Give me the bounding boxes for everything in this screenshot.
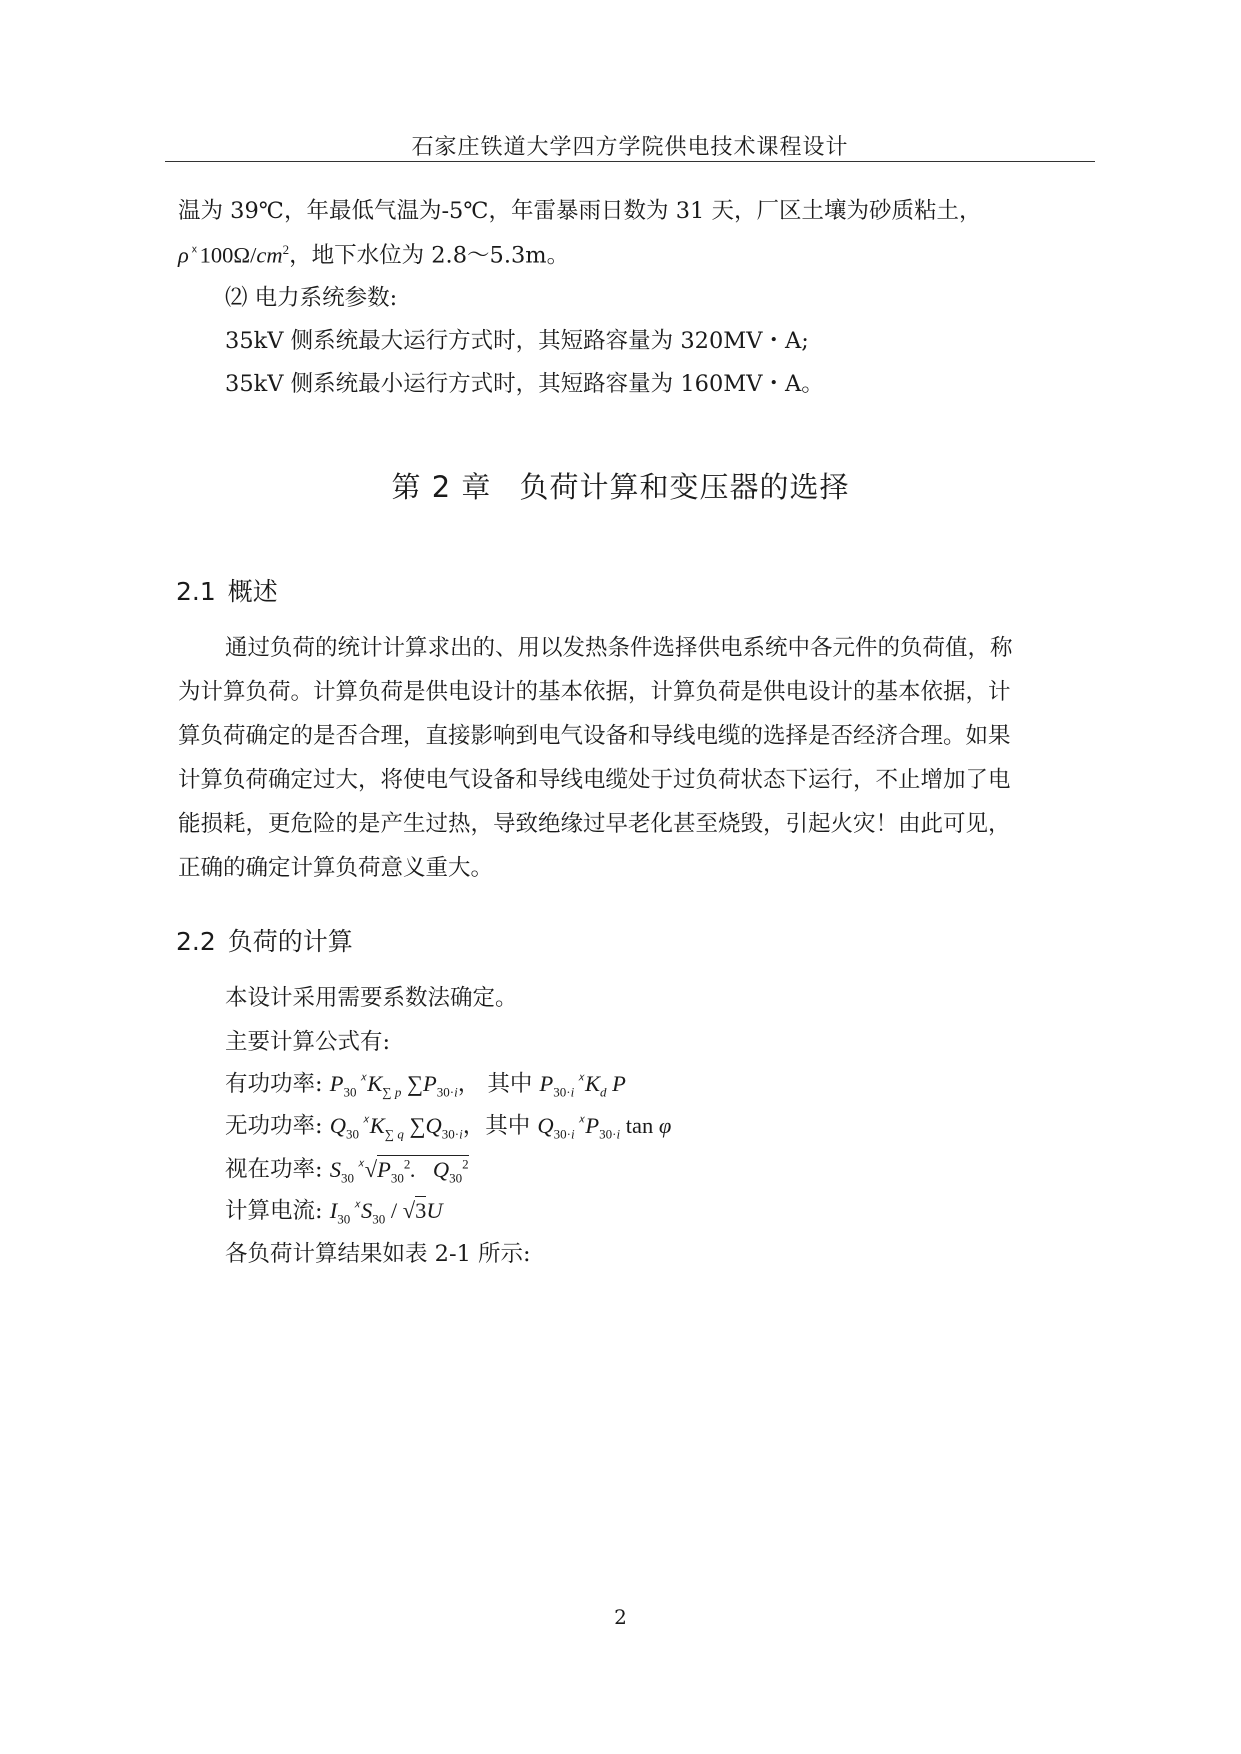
formula-connector: ，其中 [462,1113,531,1139]
chapter-title: 负荷计算和变压器的选择 [519,470,850,504]
active-power-formula [225,1073,626,1099]
overview-line: 为计算负荷。计算负荷是供电设计的基本依据，计算负荷是供电设计的基本依据，计 [178,679,1011,705]
method-line: 本设计采用需要系数法确定。 [225,985,518,1011]
formula-expression: $P_{30}^ᕁK_{\sum p}$ $\sum P_{30\cdot i}$ [329,1071,458,1100]
section-heading-2-1 [176,572,278,608]
formula-expression: $S_{30}^ᕁ√P_{30}^2$. $Q_{30}^2$ [329,1156,469,1185]
soil-resistivity-line [178,243,569,267]
current-formula [225,1200,443,1226]
intro-line-1: 温为 39℃，年最低气温为-5℃，年雷暴雨日数为 31 天，厂区土壤为砂质粘土， [178,198,982,224]
header-rule [165,161,1095,162]
max-mode-line: 35kV 侧系统最大运行方式时，其短路容量为 320MV・A; [225,328,809,354]
formula-label: 有功功率: [225,1071,323,1097]
formula-label: 无功功率: [225,1113,323,1139]
chapter-heading [0,465,1241,506]
formula-label: 视在功率: [225,1156,323,1183]
formula-expression: $I_{30}^ᕁS_{30} / √3U$ [329,1198,443,1227]
table-reference-line: 各负荷计算结果如表 2-1 所示: [225,1241,531,1267]
chapter-number: 第 2 章 [391,470,492,504]
formulas-intro-line: 主要计算公式有: [225,1029,391,1055]
section-title: 负荷的计算 [227,927,353,956]
relation-glyph: ᕁ [190,244,198,261]
formula-connector: ， 其中 [457,1071,533,1097]
formula-expression: $Q_{30\cdot i}^ᕁP_{30\cdot i}$ tan φ [537,1113,672,1142]
reactive-power-formula [225,1115,671,1141]
rho-rest: ，地下水位为 2.8～5.3m。 [289,242,570,269]
section-title: 概述 [227,577,278,606]
overview-line: 能损耗，更危险的是产生过热，导致绝缘过早老化甚至烧毁，引起火灾！由此可见， [178,811,1011,837]
formula-expression: $P_{30\cdot i}^ᕁK_d$ P [539,1071,626,1100]
page-header: 石家庄铁道大学四方学院供电技术课程设计 [411,135,849,160]
formula-expression: $Q_{30}^ᕁK_{\sum q}$ $\sum Q_{30\cdot i}$ [329,1113,463,1142]
rho-exponent: 2 [282,242,290,257]
formula-label: 计算电流: [225,1198,323,1224]
overview-line: 算负荷确定的是否合理，直接影响到电气设备和导线电缆的选择是否经济合理。如果 [178,723,1011,749]
overview-line: 通过负荷的统计计算求出的、用以发热条件选择供电系统中各元件的负荷值，称 [225,635,1013,661]
rho-unit: cm [256,242,283,268]
rho-value: 100Ω/ [199,242,257,268]
section-number: 2.2 [176,927,216,956]
section-number: 2.1 [176,577,216,606]
section-heading-2-2 [176,922,353,958]
rho-symbol: ρ [178,242,189,268]
overview-line: 计算负荷确定过大，将使电气设备和导线电缆处于过负荷状态下运行，不止增加了电 [178,767,1011,793]
page-number: 2 [614,1605,627,1629]
system-params-item: ⑵ 电力系统参数: [225,285,398,311]
overview-line: 正确的确定计算负荷意义重大。 [178,855,494,881]
min-mode-line: 35kV 侧系统最小运行方式时，其短路容量为 160MV・A。 [225,371,824,397]
apparent-power-formula [225,1157,469,1184]
